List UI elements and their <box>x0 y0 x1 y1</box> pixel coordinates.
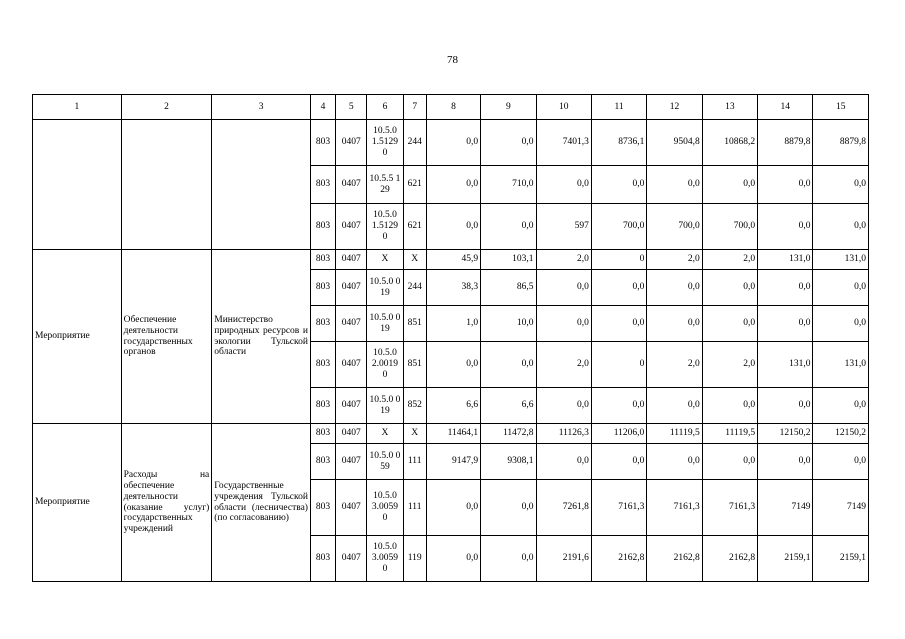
year-2-cell: 0,0 <box>481 342 536 388</box>
year-8-cell: 131,0 <box>813 250 869 270</box>
year-5-cell: 7161,3 <box>647 480 702 536</box>
kbk-csr-cell: X <box>367 424 403 444</box>
year-2-cell: 0,0 <box>481 536 536 582</box>
table-row <box>33 424 869 444</box>
kbk-csr-cell: 10.5.0 3.0059 0 <box>367 480 403 536</box>
year-1-cell: 38,3 <box>426 270 480 306</box>
year-5-cell: 0,0 <box>647 444 702 480</box>
column-header-7: 7 <box>403 95 426 120</box>
year-7-cell: 0,0 <box>758 166 813 204</box>
year-2-cell: 710,0 <box>481 166 536 204</box>
year-1-cell: 0,0 <box>426 166 480 204</box>
executor-cell: Министерство природных ресурсов и экологии Тульской области <box>212 250 311 424</box>
year-4-cell: 8736,1 <box>591 120 646 166</box>
year-1-cell: 0,0 <box>426 536 480 582</box>
kbk-gr-cell: 803 <box>310 250 335 270</box>
column-header-9: 9 <box>481 95 536 120</box>
event-name-cell <box>121 120 212 250</box>
kbk-vr-cell: X <box>403 250 426 270</box>
kbk-rz-cell: 0407 <box>336 204 367 250</box>
column-header-8: 8 <box>426 95 480 120</box>
year-2-cell: 86,5 <box>481 270 536 306</box>
year-2-cell: 0,0 <box>481 480 536 536</box>
year-2-cell: 9308,1 <box>481 444 536 480</box>
column-header-3: 3 <box>212 95 311 120</box>
year-2-cell: 0,0 <box>481 120 536 166</box>
kbk-rz-cell: 0407 <box>336 342 367 388</box>
table-body <box>33 120 869 582</box>
year-6-cell: 700,0 <box>702 204 757 250</box>
year-7-cell: 0,0 <box>758 306 813 342</box>
year-4-cell: 0,0 <box>591 388 646 424</box>
year-5-cell: 9504,8 <box>647 120 702 166</box>
event-name-cell: Обеспечение деятельности государственных органов <box>121 250 212 424</box>
kbk-rz-cell: 0407 <box>336 250 367 270</box>
year-8-cell: 131,0 <box>813 342 869 388</box>
year-8-cell: 2159,1 <box>813 536 869 582</box>
year-1-cell: 11464,1 <box>426 424 480 444</box>
year-6-cell: 0,0 <box>702 388 757 424</box>
year-5-cell: 0,0 <box>647 270 702 306</box>
year-6-cell: 0,0 <box>702 444 757 480</box>
kbk-rz-cell: 0407 <box>336 480 367 536</box>
event-type-cell <box>33 120 122 250</box>
year-2-cell: 103,1 <box>481 250 536 270</box>
event-type-cell: Мероприятие <box>33 424 122 582</box>
year-5-cell: 0,0 <box>647 306 702 342</box>
kbk-csr-cell: 10.5.5 129 <box>367 166 403 204</box>
year-6-cell: 0,0 <box>702 306 757 342</box>
year-8-cell: 0,0 <box>813 306 869 342</box>
year-8-cell: 7149 <box>813 480 869 536</box>
kbk-vr-cell: 621 <box>403 166 426 204</box>
year-6-cell: 2162,8 <box>702 536 757 582</box>
year-7-cell: 0,0 <box>758 388 813 424</box>
column-header-15: 15 <box>813 95 869 120</box>
year-7-cell: 2159,1 <box>758 536 813 582</box>
column-header-10: 10 <box>536 95 591 120</box>
kbk-vr-cell: 119 <box>403 536 426 582</box>
kbk-rz-cell: 0407 <box>336 388 367 424</box>
year-6-cell: 2,0 <box>702 250 757 270</box>
year-5-cell: 700,0 <box>647 204 702 250</box>
kbk-csr-cell: X <box>367 250 403 270</box>
kbk-gr-cell: 803 <box>310 444 335 480</box>
year-2-cell: 10,0 <box>481 306 536 342</box>
year-8-cell: 12150,2 <box>813 424 869 444</box>
year-3-cell: 0,0 <box>536 270 591 306</box>
year-7-cell: 131,0 <box>758 342 813 388</box>
table-row <box>33 250 869 270</box>
year-3-cell: 2,0 <box>536 342 591 388</box>
year-3-cell: 597 <box>536 204 591 250</box>
year-1-cell: 0,0 <box>426 204 480 250</box>
kbk-gr-cell: 803 <box>310 480 335 536</box>
year-1-cell: 6,6 <box>426 388 480 424</box>
year-3-cell: 11126,3 <box>536 424 591 444</box>
column-header-12: 12 <box>647 95 702 120</box>
kbk-rz-cell: 0407 <box>336 120 367 166</box>
column-header-4: 4 <box>310 95 335 120</box>
year-2-cell: 0,0 <box>481 204 536 250</box>
year-7-cell: 8879,8 <box>758 120 813 166</box>
kbk-vr-cell: 851 <box>403 342 426 388</box>
year-4-cell: 0 <box>591 342 646 388</box>
year-3-cell: 7401,3 <box>536 120 591 166</box>
page-number: 78 <box>447 54 458 66</box>
year-4-cell: 2162,8 <box>591 536 646 582</box>
executor-cell: Государственные учреждения Тульской области (лесничества) (по согласованию) <box>212 424 311 582</box>
event-type-cell: Мероприятие <box>33 250 122 424</box>
year-7-cell: 0,0 <box>758 444 813 480</box>
year-4-cell: 0 <box>591 250 646 270</box>
year-1-cell: 1,0 <box>426 306 480 342</box>
kbk-vr-cell: 244 <box>403 270 426 306</box>
year-3-cell: 0,0 <box>536 444 591 480</box>
kbk-rz-cell: 0407 <box>336 270 367 306</box>
kbk-csr-cell: 10.5.0 1.5129 0 <box>367 120 403 166</box>
year-8-cell: 0,0 <box>813 444 869 480</box>
year-3-cell: 0,0 <box>536 166 591 204</box>
kbk-csr-cell: 10.5.0 3.0059 0 <box>367 536 403 582</box>
year-7-cell: 7149 <box>758 480 813 536</box>
column-header-14: 14 <box>758 95 813 120</box>
kbk-rz-cell: 0407 <box>336 444 367 480</box>
kbk-rz-cell: 0407 <box>336 166 367 204</box>
year-5-cell: 11119,5 <box>647 424 702 444</box>
kbk-rz-cell: 0407 <box>336 536 367 582</box>
kbk-gr-cell: 803 <box>310 342 335 388</box>
column-header-1: 1 <box>33 95 122 120</box>
kbk-gr-cell: 803 <box>310 166 335 204</box>
year-4-cell: 7161,3 <box>591 480 646 536</box>
kbk-csr-cell: 10.5.0 059 <box>367 444 403 480</box>
year-4-cell: 0,0 <box>591 444 646 480</box>
year-5-cell: 2,0 <box>647 342 702 388</box>
kbk-csr-cell: 10.5.0 019 <box>367 388 403 424</box>
year-7-cell: 131,0 <box>758 250 813 270</box>
year-1-cell: 0,0 <box>426 342 480 388</box>
kbk-vr-cell: 111 <box>403 480 426 536</box>
year-4-cell: 0,0 <box>591 270 646 306</box>
year-6-cell: 10868,2 <box>702 120 757 166</box>
year-6-cell: 0,0 <box>702 270 757 306</box>
year-6-cell: 0,0 <box>702 166 757 204</box>
year-3-cell: 0,0 <box>536 388 591 424</box>
kbk-vr-cell: X <box>403 424 426 444</box>
year-3-cell: 7261,8 <box>536 480 591 536</box>
column-header-2: 2 <box>121 95 212 120</box>
year-5-cell: 0,0 <box>647 166 702 204</box>
kbk-csr-cell: 10.5.0 1.5129 0 <box>367 204 403 250</box>
year-8-cell: 0,0 <box>813 166 869 204</box>
kbk-vr-cell: 852 <box>403 388 426 424</box>
header-row <box>33 95 869 120</box>
year-6-cell: 11119,5 <box>702 424 757 444</box>
kbk-csr-cell: 10.5.0 2.0019 0 <box>367 342 403 388</box>
column-header-11: 11 <box>591 95 646 120</box>
column-header-13: 13 <box>702 95 757 120</box>
kbk-rz-cell: 0407 <box>336 306 367 342</box>
kbk-gr-cell: 803 <box>310 204 335 250</box>
year-4-cell: 0,0 <box>591 306 646 342</box>
year-4-cell: 11206,0 <box>591 424 646 444</box>
year-7-cell: 12150,2 <box>758 424 813 444</box>
year-3-cell: 2,0 <box>536 250 591 270</box>
year-4-cell: 0,0 <box>591 166 646 204</box>
year-1-cell: 0,0 <box>426 120 480 166</box>
budget-table <box>32 94 869 582</box>
year-1-cell: 45,9 <box>426 250 480 270</box>
year-8-cell: 0,0 <box>813 270 869 306</box>
year-2-cell: 11472,8 <box>481 424 536 444</box>
year-8-cell: 0,0 <box>813 204 869 250</box>
kbk-gr-cell: 803 <box>310 424 335 444</box>
year-2-cell: 6,6 <box>481 388 536 424</box>
kbk-csr-cell: 10.5.0 019 <box>367 270 403 306</box>
kbk-vr-cell: 244 <box>403 120 426 166</box>
kbk-gr-cell: 803 <box>310 536 335 582</box>
year-7-cell: 0,0 <box>758 204 813 250</box>
kbk-csr-cell: 10.5.0 019 <box>367 306 403 342</box>
column-header-6: 6 <box>367 95 403 120</box>
kbk-gr-cell: 803 <box>310 306 335 342</box>
kbk-vr-cell: 851 <box>403 306 426 342</box>
year-7-cell: 0,0 <box>758 270 813 306</box>
kbk-rz-cell: 0407 <box>336 424 367 444</box>
year-4-cell: 700,0 <box>591 204 646 250</box>
kbk-gr-cell: 803 <box>310 270 335 306</box>
year-8-cell: 8879,8 <box>813 120 869 166</box>
kbk-vr-cell: 621 <box>403 204 426 250</box>
year-5-cell: 2162,8 <box>647 536 702 582</box>
year-5-cell: 0,0 <box>647 388 702 424</box>
column-header-5: 5 <box>336 95 367 120</box>
year-8-cell: 0,0 <box>813 388 869 424</box>
year-5-cell: 2,0 <box>647 250 702 270</box>
year-1-cell: 0,0 <box>426 480 480 536</box>
table-row <box>33 120 869 166</box>
executor-cell <box>212 120 311 250</box>
year-3-cell: 2191,6 <box>536 536 591 582</box>
year-6-cell: 7161,3 <box>702 480 757 536</box>
year-1-cell: 9147,9 <box>426 444 480 480</box>
event-name-cell: Расходы на обеспечение деятельности (оказание услуг) государственных учреждений <box>121 424 212 582</box>
kbk-gr-cell: 803 <box>310 120 335 166</box>
year-6-cell: 2,0 <box>702 342 757 388</box>
kbk-vr-cell: 111 <box>403 444 426 480</box>
kbk-gr-cell: 803 <box>310 388 335 424</box>
year-3-cell: 0,0 <box>536 306 591 342</box>
